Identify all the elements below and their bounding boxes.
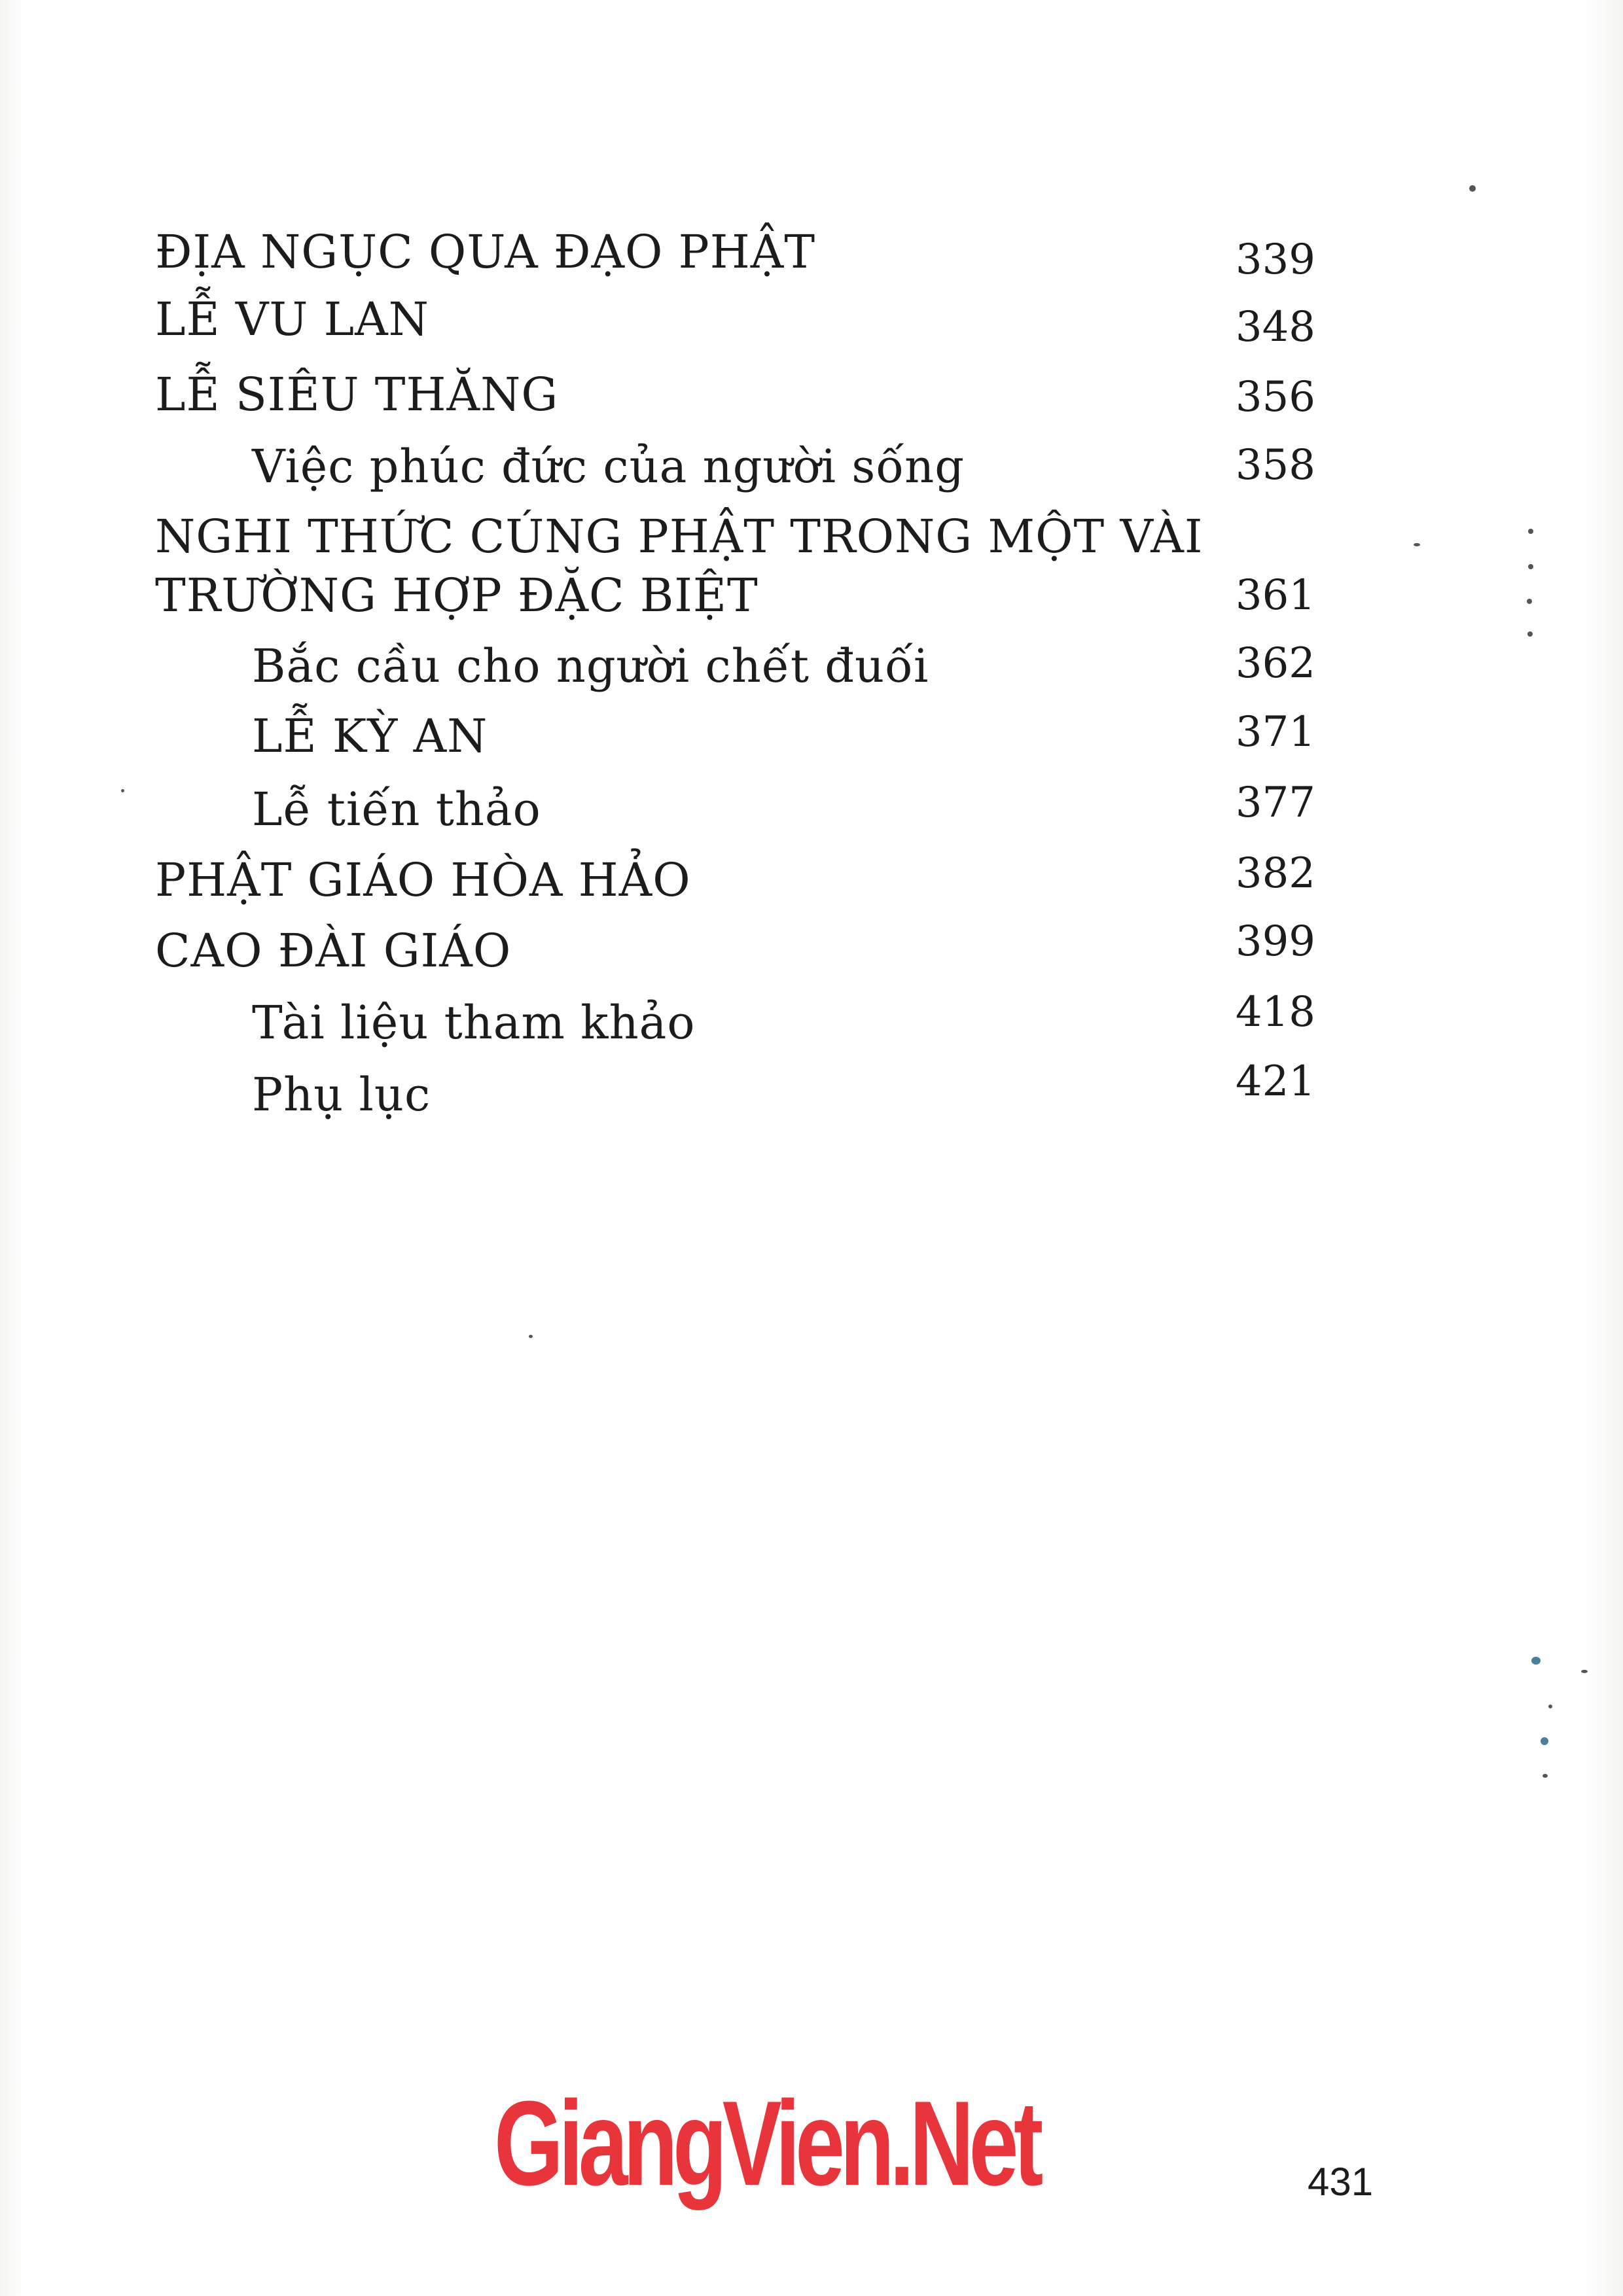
scan-speck: [1581, 1670, 1588, 1673]
toc-entry-title: LỄ SIÊU THĂNG: [155, 368, 559, 421]
scan-speck: [1548, 1704, 1552, 1708]
watermark-logo: GiangVien.Net: [494, 2075, 1039, 2210]
toc-entry-title: ĐỊA NGỤC QUA ĐẠO PHẬT: [155, 225, 816, 279]
toc-entry-title: CAO ĐÀI GIÁO: [155, 924, 512, 978]
scan-speck: [1541, 1737, 1548, 1745]
scan-speck: [1527, 631, 1533, 637]
toc-entry-page: 371: [1235, 708, 1315, 756]
scan-speck: [1531, 1657, 1541, 1665]
toc-entry-title: Việc phúc đức của người sống: [252, 440, 965, 493]
toc-entry-page: 356: [1235, 373, 1315, 421]
scan-speck: [1528, 529, 1533, 534]
toc-entry-page: 358: [1235, 441, 1315, 489]
toc-entry-page: 382: [1235, 849, 1315, 898]
toc-entry-page: 348: [1235, 303, 1315, 351]
scan-speck: [121, 789, 124, 792]
toc-entry-page: 418: [1235, 988, 1315, 1036]
toc-entry-page: 377: [1235, 779, 1315, 827]
page-number: 431: [1308, 2160, 1374, 2204]
toc-entry-title: Bắc cầu cho người chết đuối: [252, 639, 929, 693]
toc-entry-title: LỄ KỲ AN: [252, 709, 488, 763]
scan-speck: [1528, 564, 1533, 569]
toc-entry-page: 421: [1235, 1057, 1315, 1106]
scan-speck: [1543, 1774, 1548, 1778]
toc-entry-title: Tài liệu tham khảo: [252, 996, 696, 1050]
scan-speck: [529, 1335, 533, 1338]
toc-entry-title-line-1: NGHI THỨC CÚNG PHẬT TRONG MỘT VÀI: [155, 510, 1204, 563]
toc-entry-page: 339: [1235, 236, 1315, 284]
toc-entry-page: 361: [1235, 571, 1315, 620]
toc-entry-title: LỄ VU LAN: [155, 292, 429, 346]
scan-speck: [1469, 185, 1476, 192]
scan-speck: [1414, 543, 1420, 546]
toc-entry-page: 399: [1235, 917, 1315, 966]
toc-entry-title-line-2: TRƯỜNG HỢP ĐẶC BIỆT: [155, 569, 758, 622]
scan-speck: [1527, 599, 1532, 604]
toc-entry-page: 362: [1235, 639, 1315, 688]
toc-entry-title: Phụ lục: [252, 1068, 431, 1122]
toc-entry-title: Lễ tiến thảo: [252, 783, 541, 836]
toc-entry-title: PHẬT GIÁO HÒA HẢO: [155, 853, 691, 907]
